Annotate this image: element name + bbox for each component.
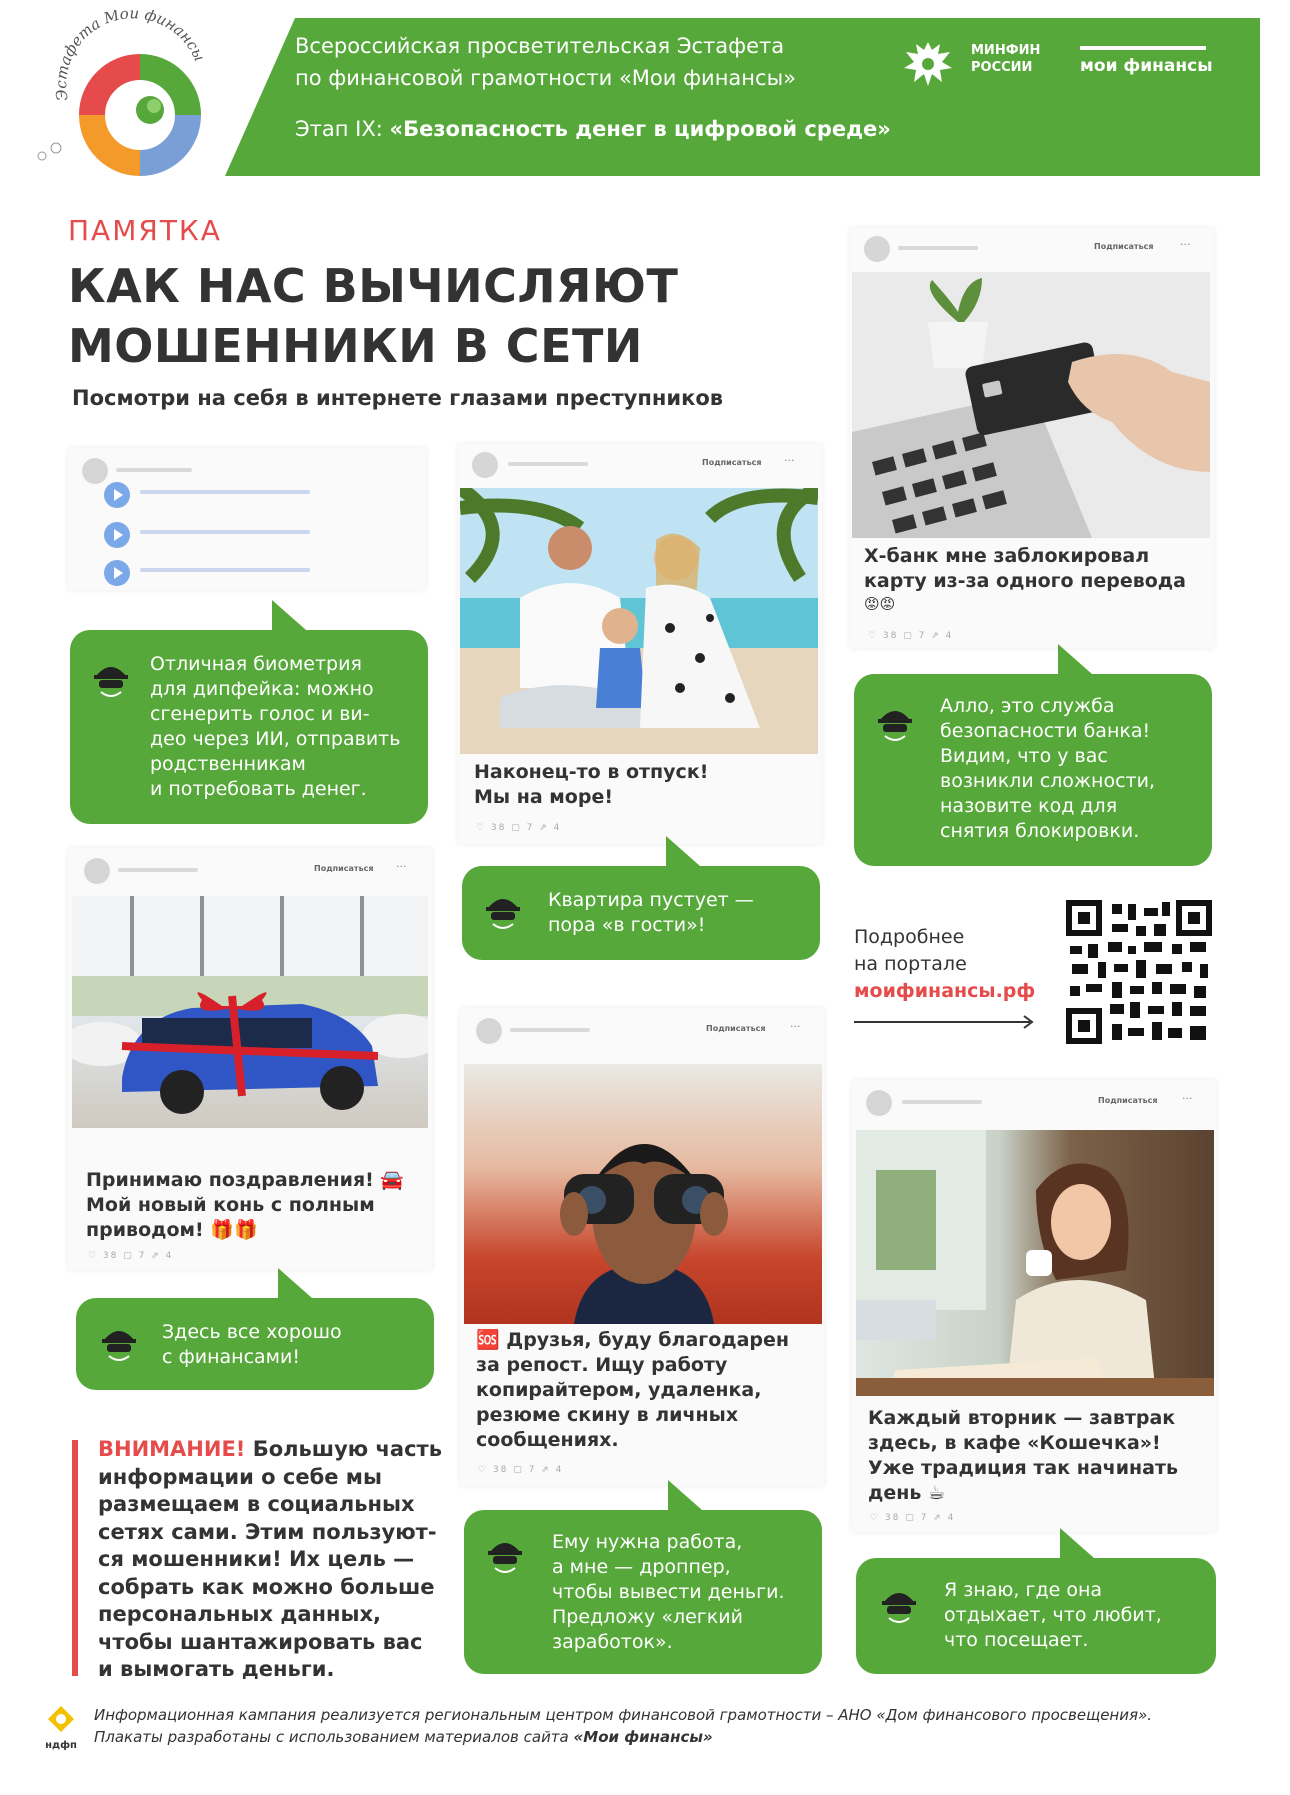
post-line: Мы на море! [474,786,614,808]
bubble-line: Я знаю, где она [944,1579,1103,1601]
post-text [474,760,708,810]
menu-icon[interactable]: ··· [1182,1092,1193,1105]
bubble-tail [278,1268,312,1298]
attention-line: собрать как можно больше [98,1574,435,1599]
bubble-body [464,1510,822,1674]
post-line: Наконец-то в отпуск! [474,761,709,783]
attention-bar [72,1440,78,1676]
post-reactions[interactable]: ♡ 38 ▢ 7 ⇗ 4 [476,823,562,833]
page-title-line-1: КАК НАС ВЫЧИСЛЯЮТ [68,259,679,313]
attention-line: сетях сами. Этим пользуют- [98,1519,437,1544]
hacker-icon [482,888,524,936]
binoculars-photo [464,1064,822,1324]
moifin-bar [1080,46,1206,50]
bubble-body [854,674,1212,866]
post-reactions[interactable]: ♡ 38 ▢ 7 ⇗ 4 [870,1513,956,1523]
hacker-icon [98,1320,140,1368]
attention-line: информации о себе мы [98,1464,382,1489]
bubble-line: отдыхает, что любит, [944,1604,1162,1626]
bubble-tail [1060,1528,1094,1558]
menu-icon[interactable]: ··· [396,860,407,873]
voice-messages-card [68,448,426,590]
post-car [68,848,432,1270]
bubble-line: для дипфейка: можно [150,678,374,700]
voice-message[interactable] [68,518,426,558]
post-text [864,544,1186,614]
arrow-right-icon [854,1014,1036,1028]
post-line: Принимаю поздравления! 🚘 [86,1169,405,1191]
hacker-icon [90,656,132,704]
post-line: сообщениях. [476,1429,619,1451]
subscribe-link[interactable]: Подписаться [702,458,762,467]
attention-line: ся мошенники! Их цель — [98,1547,415,1571]
ndfp-logo [44,1704,78,1756]
hacker-icon [874,700,916,748]
more-line-1: Подробнее [854,926,965,948]
bubble-line: безопасности банка! [940,720,1151,742]
subscribe-link[interactable]: Подписаться [314,864,374,873]
bubble-bank [854,644,1212,866]
footer-text [94,1704,1274,1748]
footer-site-name: «Мои финансы» [573,1728,713,1746]
post-job [460,1008,824,1486]
post-line: за репост. Ищу работу [476,1354,728,1376]
bubble-line: с финансами! [162,1346,300,1368]
waveform [140,490,310,494]
minfin-line-2: РОССИИ [971,60,1033,75]
subscribe-link[interactable]: Подписаться [1094,242,1154,251]
moifin-label: мои финансы [1080,56,1213,76]
bubble-tail [272,600,306,630]
bubble-line: а мне — дроппер, [552,1556,731,1578]
username-placeholder [118,868,198,872]
avatar [866,1090,892,1116]
attention-label: ВНИМАНИЕ! [98,1437,246,1461]
bubble-line: Предложу «легкий [552,1606,743,1628]
username-placeholder [898,246,978,250]
post-line: резюме скину в личных [476,1404,739,1426]
bubble-line: Алло, это служба [940,695,1115,717]
estafeta-logo [28,10,228,180]
bubble-job [464,1480,822,1674]
bubble-line: пора «в гости»! [548,914,706,936]
username-placeholder [902,1100,982,1104]
bubble-line: назовите код для [940,795,1118,817]
bubble-line: возникли сложности, [940,770,1155,792]
play-icon[interactable] [104,560,130,586]
menu-icon[interactable]: ··· [1180,238,1191,251]
bubble-body [70,630,428,824]
username-placeholder [508,462,588,466]
page-subtitle: Посмотри на себя в интернете глазами преступников [72,386,724,410]
avatar [84,858,110,884]
hacker-icon [484,1532,526,1580]
attention-line: Большую часть [245,1437,442,1461]
bubble-tail [1058,644,1092,674]
bubble-line: заработок». [552,1631,673,1653]
post-line: приводом! 🎁🎁 [86,1219,258,1241]
cafe-woman-photo [856,1130,1214,1396]
bubble-flat [462,836,820,960]
page-title-line-2: МОШЕННИКИ В СЕТИ [68,319,643,373]
stage-title: «Безопасность денег в цифровой среде» [389,117,891,141]
post-line: Х-банк мне заблокировал [864,545,1150,567]
eagle-emblem-icon [900,34,956,90]
post-line: Мой новый конь с полным [86,1194,375,1216]
waveform [140,568,310,572]
bubble-line: део через ИИ, отправить [150,728,401,750]
bubble-line: Здесь все хорошо [162,1321,342,1343]
post-bank-card [850,228,1214,648]
post-line: Каждый вторник — завтрак [868,1407,1176,1429]
beach-family-photo [460,488,818,754]
attention-line: и вымогать деньги. [98,1657,335,1681]
post-line: 🆘 Друзья, буду благодарен [476,1329,790,1351]
attention-line: размещаем в социальных [98,1492,415,1516]
hacker-icon [878,1582,920,1630]
bubble-car [76,1268,434,1390]
bubble-body [856,1558,1216,1674]
bubble-line: Квартира пустует — [548,889,754,911]
bubble-voice [70,600,428,824]
post-reactions[interactable]: ♡ 38 ▢ 7 ⇗ 4 [478,1465,564,1475]
header-line-1: Всероссийская просветительская Эстафета [295,34,785,58]
play-icon[interactable] [104,522,130,548]
post-beach [458,444,822,844]
avatar [864,236,890,262]
more-info [854,924,1035,1005]
menu-icon[interactable]: ··· [784,454,795,467]
car-photo [72,896,428,1128]
bubble-body [76,1298,434,1390]
laptop-card-photo [852,272,1210,538]
post-line: карту из-за одного перевода [864,570,1186,592]
post-reactions[interactable]: ♡ 38 ▢ 7 ⇗ 4 [868,631,954,641]
subscribe-link[interactable]: Подписаться [1098,1096,1158,1105]
waveform [140,530,310,534]
post-text [868,1406,1178,1506]
bubble-tail [666,836,700,866]
attention-line: чтобы шантажировать вас [98,1629,423,1654]
subscribe-link[interactable]: Подписаться [706,1024,766,1033]
attention-line: персональных данных, [98,1602,382,1626]
bubble-body [462,866,820,960]
avatar [472,452,498,478]
ndfp-label: ндфп [45,1740,77,1751]
voice-message[interactable] [68,478,426,518]
menu-icon[interactable]: ··· [790,1020,801,1033]
logo-arc-text: Эстафета Мои финансы [52,10,209,103]
more-line-2: на портале [854,953,967,975]
post-cafe [852,1080,1216,1532]
footer-line-2: Плакаты разработаны с использованием материалов сайта [94,1728,574,1746]
bubble-line: Видим, что у вас [940,745,1108,767]
bubble-line: Отличная биометрия [150,653,362,675]
bubble-line: сгенерить голос и ви- [150,703,370,725]
stage-prefix: Этап IX: [295,117,390,141]
play-icon[interactable] [104,482,130,508]
minfin-line-1: МИНФИН [971,43,1041,58]
minfin-label [971,42,1040,76]
post-line: здесь, в кафе «Кошечка»! [868,1432,1161,1454]
post-reactions[interactable]: ♡ 38 ▢ 7 ⇗ 4 [88,1251,174,1261]
memo-label: ПАМЯТКА [68,214,222,247]
post-text [476,1328,789,1453]
bubble-line: снятия блокировки. [940,820,1140,842]
attention-text [98,1436,442,1684]
username-placeholder [510,1028,590,1032]
avatar [476,1018,502,1044]
post-line: день ☕ [868,1482,946,1504]
bubble-line: что посещает. [944,1629,1089,1651]
post-text [86,1168,404,1243]
bubble-cafe [856,1528,1216,1674]
header-line-2: по финансовой грамотности «Мои финансы» [295,66,797,90]
header-stage [295,117,891,141]
post-emoji: 😡😡 [864,595,896,613]
username-placeholder [116,468,192,472]
post-line: Уже традиция так начинать [868,1457,1178,1479]
voice-message[interactable] [68,556,426,596]
bubble-line: чтобы вывести деньги. [552,1581,785,1603]
bubble-line: Ему нужна работа, [552,1531,743,1553]
bubble-line: и потребовать денег. [150,778,367,800]
footer-line-1: Информационная кампания реализуется региональным центром финансовой грамотности – АНО «Дом финансового просвещения». [94,1706,1153,1724]
portal-link[interactable]: моифинансы.рф [854,980,1036,1002]
qr-code[interactable] [1064,898,1214,1046]
bubble-line: родственникам [150,753,306,775]
post-line: копирайтером, удаленка, [476,1379,762,1401]
bubble-tail [668,1480,702,1510]
